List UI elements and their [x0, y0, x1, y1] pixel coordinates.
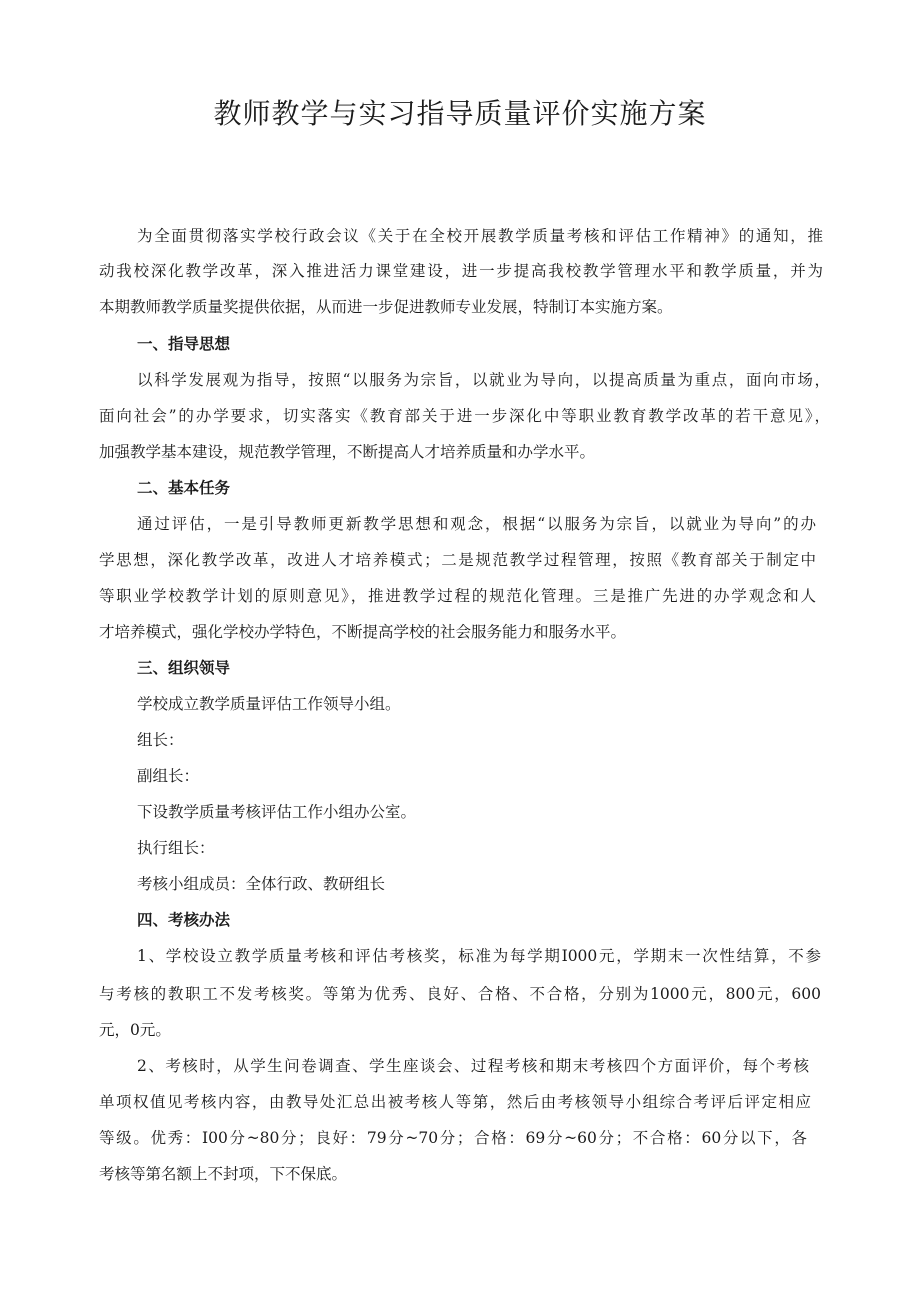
assessment-para2-line-2: 单项权值见考核内容，由教导处汇总出被考核人等第，然后由考核领导小组综合考评后评定相应 [99, 1093, 811, 1111]
org-item-leader: 组长： [137, 731, 184, 749]
assessment-para1-line-3: 元，0元。 [99, 1021, 171, 1039]
section2-line-4: 才培养模式，强化学校办学特色，不断提高学校的社会服务能力和服务水平。 [99, 623, 627, 641]
assessment-para1-line-1: 1、学校设立教学质量考核和评估考核奖，标准为每学期I000元，学期末一次性结算，不参 [137, 947, 821, 965]
assessment-para2-line-1: 2、考核时，从学生问卷调查、学生座谈会、过程考核和期末考核四个方面评价，每个考核 [137, 1057, 809, 1075]
assessment-para2-line-3: 等级。优秀：I00分~80分；良好：79分~70分；合格：69分~60分；不合格：60分以下，各 [99, 1129, 807, 1147]
section1-line-3: 加强教学基本建设，规范教学管理，不断提高人才培养质量和办学水平。 [99, 443, 596, 461]
intro-line-3: 本期教师教学质量奖提供依据，从而进一步促进教师专业发展，特制订本实施方案。 [99, 298, 673, 316]
org-item-office: 下设教学质量考核评估工作小组办公室。 [137, 803, 417, 821]
section-heading-guiding-ideology: 一、指导思想 [137, 335, 231, 353]
section2-line-2: 学思想，深化教学改革，改进人才培养模式；二是规范教学过程管理，按照《教育部关于制定中 [99, 551, 816, 569]
section2-line-1: 通过评估，一是引导教师更新教学思想和观念，根据“以服务为宗旨，以就业为导向”的办 [137, 515, 816, 533]
intro-line-2: 动我校深化教学改革，深入推进活力课堂建设，进一步提高我校教学管理水平和教学质量，并为 [99, 262, 823, 280]
section-heading-assessment: 四、考核办法 [137, 911, 231, 929]
assessment-para1-line-2: 与考核的教职工不发考核奖。等第为优秀、良好、合格、不合格，分别为1000元，800元，600 [99, 985, 821, 1003]
section2-line-3: 等职业学校教学计划的原则意见》，推进教学过程的规范化管理。三是推广先进的办学观念和人 [99, 587, 816, 605]
section1-line-1: 以科学发展观为指导，按照“以服务为宗旨，以就业为导向，以提高质量为重点，面向市场， [137, 371, 830, 389]
intro-line-1: 为全面贯彻落实学校行政会议《关于在全校开展教学质量考核和评估工作精神》的通知，推 [137, 227, 823, 245]
section-heading-basic-tasks: 二、基本任务 [137, 479, 231, 497]
org-item-executive-leader: 执行组长： [137, 839, 215, 857]
document-title: 教师教学与实习指导质量评价实施方案 [213, 97, 707, 130]
org-item-members: 考核小组成员：全体行政、教研组长 [137, 875, 386, 893]
section1-line-2: 面向社会”的办学要求，切实落实《教育部关于进一步深化中等职业教育教学改革的若干意见》， [99, 407, 830, 425]
org-item-deputy-leader: 副组长： [137, 767, 200, 785]
org-item-1: 学校成立教学质量评估工作领导小组。 [137, 695, 401, 713]
section-heading-organization: 三、组织领导 [137, 659, 231, 677]
assessment-para2-line-4: 考核等第名额上不封项，下不保底。 [99, 1165, 348, 1183]
